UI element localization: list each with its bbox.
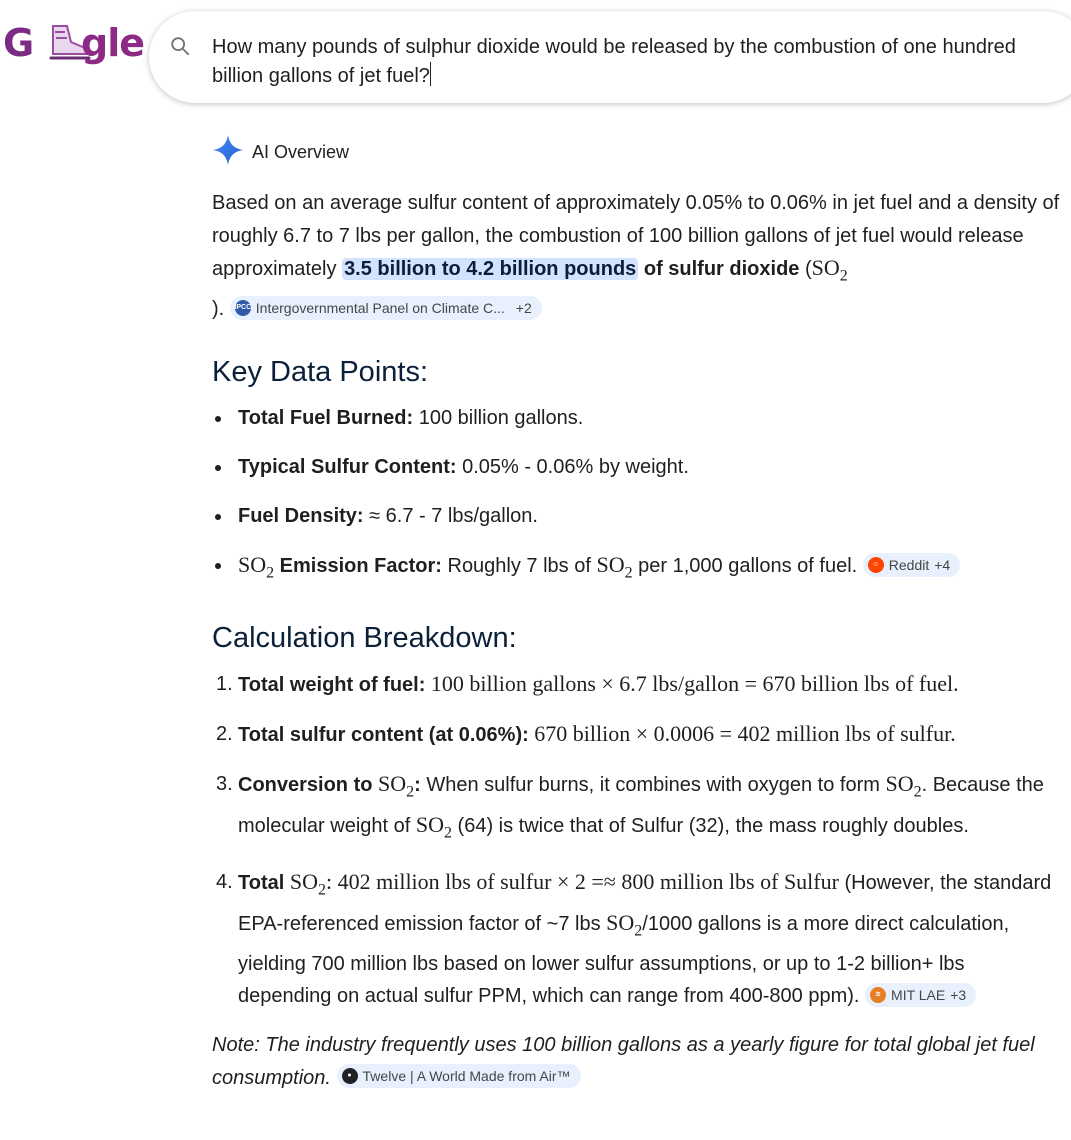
google-doodle-logo[interactable]: G gle — [3, 18, 131, 68]
key-data-heading: Key Data Points: — [212, 356, 428, 389]
source-chip-reddit[interactable]: ☺ Reddit +4 — [863, 553, 960, 577]
sparkle-icon — [212, 134, 252, 171]
source-chip-twelve[interactable]: ● Twelve | A World Made from Air™ — [337, 1064, 581, 1088]
calculation-list — [212, 668, 1062, 1013]
reddit-icon: ☺ — [868, 557, 884, 573]
source-chip-mit[interactable]: ≋ MIT LAE +3 — [865, 983, 976, 1007]
list-item: 1. Total weight of fuel: 100 billion gallons × 6.7 lbs/gallon = 670 billion lbs of fuel. — [216, 670, 959, 696]
list-item: 2. Total sulfur content (at 0.06%): 670 billion × 0.0006 = 402 million lbs of sulfur. — [216, 720, 956, 746]
key-data-list — [212, 402, 1062, 589]
search-query-input[interactable]: How many pounds of sulphur dioxide would be released by the combustion of one hundred billion gallons of jet fuel? — [212, 36, 1016, 87]
list-item: 4. Total $SO_2$: 402 million lbs of sulfur × 2 =≈ 800 million lbs of Sulfur (However, the standard EPA-referenced emission factor of ~7 lbs $SO_2/1000$ gallons is a more direct calculation, yielding 700 million lbs based on lower sulfur assumptions, or up to 1-2 billion+ lbs depending on actual sulfur PPM, which can range from 400-800 ppm). ≋ MIT LAE +3 — [216, 868, 1052, 1008]
list-item: Total Fuel Burned: 100 billion gallons. — [212, 402, 1062, 435]
ai-overview-header — [212, 136, 349, 168]
note-paragraph: Note: The industry frequently uses 100 billion gallons as a yearly figure for total global jet fuel consumption. ● Twelve | A World Made from Air™ — [212, 1034, 1035, 1089]
highlight-answer: 3.5 billion to 4.2 billion pounds — [344, 258, 637, 280]
ai-overview-title: AI Overview — [252, 141, 350, 162]
summary-paragraph: Based on an average sulfur content of approximately 0.05% to 0.06% in jet fuel and a density of roughly 6.7 to 7 lbs per gallon, the combustion of 100 billion gallons of jet fuel would release approximately 3.5 billion to 4.2 billion pounds of sulfur dioxide ($SO_2$ ). IPCC Intergovernmental Panel on Climate C... +2 — [212, 192, 1060, 320]
ipcc-logo-icon: IPCC — [235, 300, 251, 316]
ai-overview-content — [212, 187, 1062, 1114]
list-item: Typical Sulfur Content: 0.05% - 0.06% by weight. — [212, 451, 1062, 484]
list-item: $SO_2$ Emission Factor: Roughly 7 lbs of $SO_2$ per 1,000 gallons of fuel. ☺ Reddit +4 — [212, 549, 1062, 590]
list-item: 3. Conversion to $SO_2$: When sulfur burns, it combines with oxygen to form $SO_2$. Because the molecular weight of $SO_2$ (64) is twice that of Sulfur (32), the mass roughly doubles. — [216, 770, 1044, 841]
mit-lae-icon: ≋ — [870, 987, 886, 1003]
twelve-logo-icon: ● — [342, 1068, 358, 1084]
source-chip-ipcc[interactable]: IPCC Intergovernmental Panel on Climate C... +2 — [230, 296, 542, 320]
calculation-heading: Calculation Breakdown: — [212, 621, 517, 654]
search-icon[interactable] — [169, 35, 191, 62]
list-item: Fuel Density: ≈ 6.7 - 7 lbs/gallon. — [212, 500, 1062, 533]
search-box[interactable] — [149, 11, 1071, 103]
text-caret — [430, 62, 432, 86]
